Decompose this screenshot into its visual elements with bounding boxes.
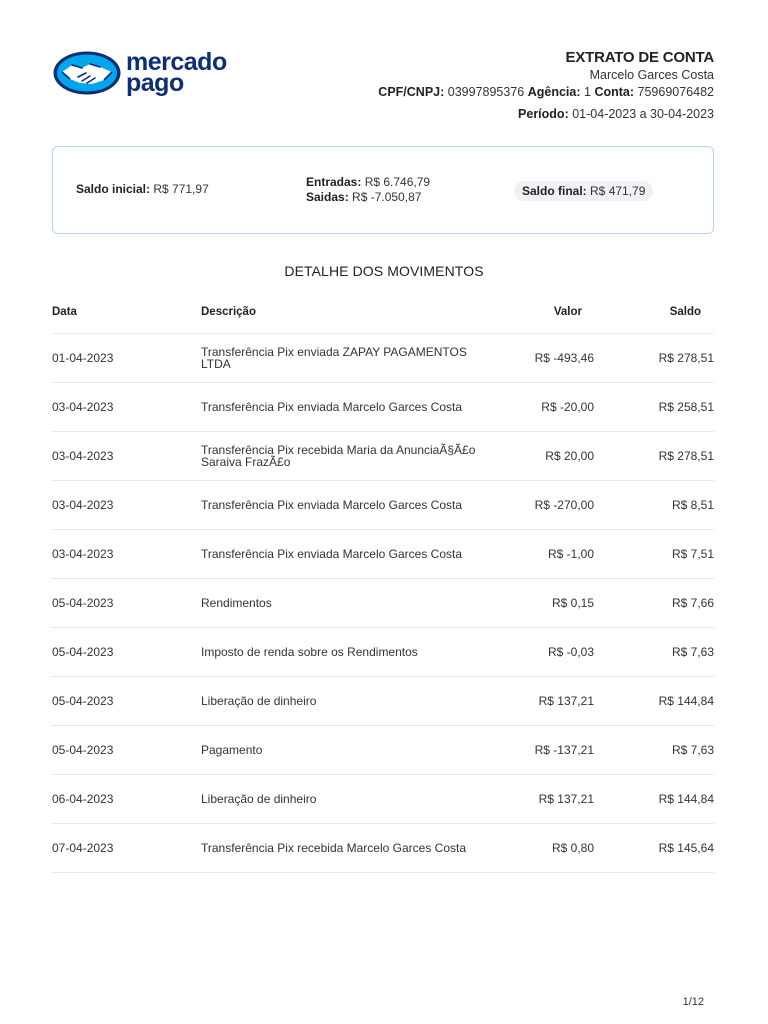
row-description: Transferência Pix enviada Marcelo Garces Costa xyxy=(201,400,462,414)
balance-summary-box xyxy=(52,146,714,234)
row-date: 03-04-2023 xyxy=(52,449,114,463)
row-value: R$ 137,21 xyxy=(538,694,594,708)
row-date: 03-04-2023 xyxy=(52,547,114,561)
row-balance: R$ 7,63 xyxy=(671,645,714,659)
statement-period xyxy=(378,106,714,123)
statement-header xyxy=(378,48,714,123)
row-value: R$ 137,21 xyxy=(538,792,594,806)
row-balance: R$ 7,66 xyxy=(671,596,714,610)
row-description: Liberação de dinheiro xyxy=(201,694,317,708)
row-value: R$ -1,00 xyxy=(547,547,594,561)
row-value: R$ -137,21 xyxy=(534,743,594,757)
row-description: Rendimentos xyxy=(201,596,272,610)
mercado-pago-logo xyxy=(52,50,227,96)
entradas-value: R$ 6.746,79 xyxy=(364,175,431,189)
row-date: 07-04-2023 xyxy=(52,841,114,855)
table-row xyxy=(52,481,714,530)
entradas xyxy=(306,175,430,190)
row-description: Transferência Pix enviada ZAPAY PAGAMENTOS LTDA xyxy=(201,345,467,371)
row-description: Transferência Pix enviada Marcelo Garces Costa xyxy=(201,547,462,561)
row-value: R$ -270,00 xyxy=(534,498,594,512)
row-description: Transferência Pix enviada Marcelo Garces Costa xyxy=(201,498,462,512)
header-descricao: Descrição xyxy=(201,306,256,318)
cpf-label: CPF/CNPJ: xyxy=(378,85,445,99)
table-row xyxy=(52,824,714,873)
table-row xyxy=(52,677,714,726)
brand-line1: mercado xyxy=(126,48,227,76)
table-header xyxy=(52,296,714,334)
page-number: 1/12 xyxy=(682,996,704,1008)
movements-table xyxy=(52,296,714,873)
table-row xyxy=(52,432,714,481)
row-balance: R$ 144,84 xyxy=(658,694,714,708)
agencia-label: Agência: xyxy=(527,85,581,99)
saldo-final-value: R$ 471,79 xyxy=(590,184,646,198)
row-balance: R$ 145,64 xyxy=(658,841,714,855)
row-value: R$ 0,80 xyxy=(551,841,594,855)
brand-name xyxy=(126,48,227,97)
header-valor: Valor xyxy=(553,306,582,318)
table-row xyxy=(52,726,714,775)
header-saldo: Saldo xyxy=(669,306,701,318)
saldo-final-label: Saldo final: xyxy=(522,184,587,198)
row-date: 05-04-2023 xyxy=(52,596,114,610)
account-identifiers xyxy=(378,84,714,101)
document-title: EXTRATO DE CONTA xyxy=(565,49,714,66)
periodo-value: 01-04-2023 a 30-04-2023 xyxy=(572,107,714,121)
saidas-label: Saidas: xyxy=(306,190,349,204)
row-date: 03-04-2023 xyxy=(52,498,114,512)
periodo-label: Período: xyxy=(518,107,569,121)
agencia-value: 1 xyxy=(584,85,591,99)
table-row xyxy=(52,383,714,432)
row-date: 03-04-2023 xyxy=(52,400,114,414)
cpf-value: 03997895376 xyxy=(447,85,525,99)
saidas xyxy=(306,190,430,205)
saldo-inicial-value: R$ 771,97 xyxy=(153,182,209,196)
table-row xyxy=(52,334,714,383)
row-balance: R$ 278,51 xyxy=(658,351,714,365)
row-value: R$ 20,00 xyxy=(545,449,594,463)
row-date: 01-04-2023 xyxy=(52,351,114,365)
row-balance: R$ 7,63 xyxy=(671,743,714,757)
row-date: 05-04-2023 xyxy=(52,694,114,708)
saldo-final-badge xyxy=(514,181,653,201)
saldo-inicial xyxy=(76,182,209,196)
row-value: R$ -20,00 xyxy=(541,400,594,414)
row-balance: R$ 8,51 xyxy=(671,498,714,512)
entradas-label: Entradas: xyxy=(306,175,362,189)
row-date: 05-04-2023 xyxy=(52,645,114,659)
row-date: 06-04-2023 xyxy=(52,792,114,806)
row-balance: R$ 278,51 xyxy=(658,449,714,463)
saldo-inicial-label: Saldo inicial: xyxy=(76,182,151,196)
row-description: Pagamento xyxy=(201,743,263,757)
row-description: Liberação de dinheiro xyxy=(201,792,317,806)
table-row xyxy=(52,628,714,677)
handshake-icon xyxy=(52,50,122,96)
section-title: DETALHE DOS MOVIMENTOS xyxy=(284,263,484,279)
conta-value: 75969076482 xyxy=(637,85,714,99)
row-balance: R$ 258,51 xyxy=(658,400,714,414)
table-row xyxy=(52,775,714,824)
row-description: Imposto de renda sobre os Rendimentos xyxy=(201,645,418,659)
row-balance: R$ 7,51 xyxy=(671,547,714,561)
brand-line2: pago xyxy=(126,69,184,97)
saidas-value: R$ -7.050,87 xyxy=(352,190,422,204)
row-value: R$ -0,03 xyxy=(547,645,594,659)
table-row xyxy=(52,530,714,579)
conta-label: Conta: xyxy=(594,85,635,99)
account-holder-name: Marcelo Garces Costa xyxy=(589,68,714,82)
table-row xyxy=(52,579,714,628)
row-balance: R$ 144,84 xyxy=(658,792,714,806)
row-value: R$ -493,46 xyxy=(534,351,594,365)
row-value: R$ 0,15 xyxy=(551,596,594,610)
row-date: 05-04-2023 xyxy=(52,743,114,757)
header-data: Data xyxy=(52,306,77,318)
entradas-saidas xyxy=(306,175,430,205)
row-description: Transferência Pix recebida Marcelo Garces Costa xyxy=(201,841,466,855)
row-description: Transferência Pix recebida Maria da AnunciaÃ§Ã£o Saraiva FrazÃ£o xyxy=(201,443,476,469)
